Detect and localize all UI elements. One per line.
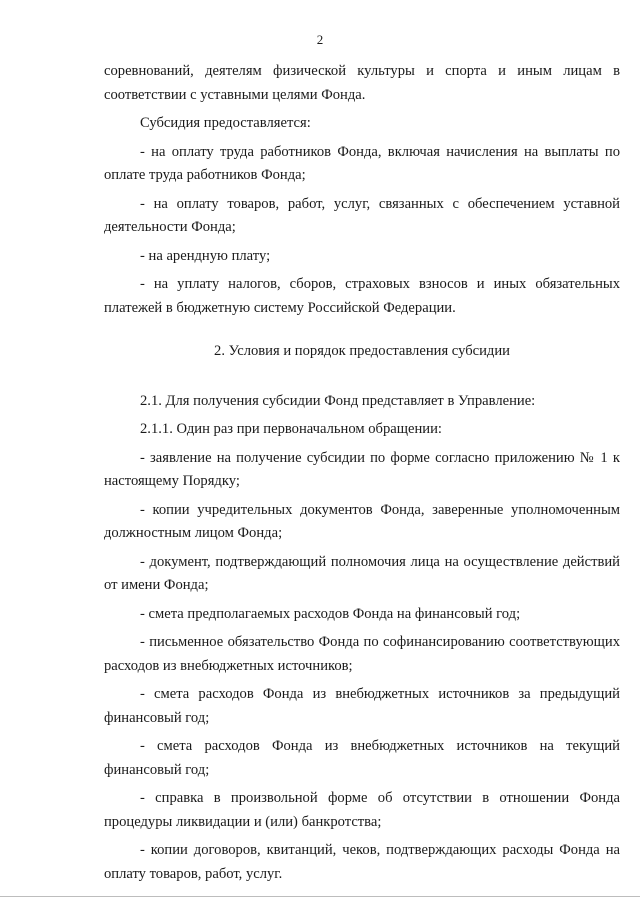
paragraph: 2.1.1. Один раз при первоначальном обращении: (140, 421, 442, 437)
scan-edge-line (0, 896, 640, 897)
paragraph: Субсидия предоставляется: (140, 115, 311, 131)
list-item: - на уплату налогов, сборов, страховых взносов и иных обязательных платежей в бюджетную систему Российской Федерации. (104, 276, 620, 316)
paragraph: 2.1. Для получения субсидии Фонд представляет в Управление: (140, 392, 536, 409)
list-item: - письменное обязательство Фонда по софинансированию соответствующих расходов из внебюджетных источников; (104, 634, 620, 674)
list-item: - на оплату труда работников Фонда, включая начисления на выплаты по оплате труда работников Фонда; (104, 143, 620, 183)
list-item: - смета расходов Фонда из внебюджетных источников на текущий финансовый год; (104, 738, 620, 778)
list-item: - копии договоров, квитанций, чеков, подтверждающих расходы Фонда на оплату товаров, работ, услуг. (104, 842, 620, 882)
list-item: - на арендную плату; (140, 247, 271, 264)
paragraph: соревнований, деятелям физической культуры и спорта и иным лицам в соответствии с уставными целями Фонда. (104, 63, 620, 103)
paragraphs-top (104, 60, 620, 320)
section-heading: 2. Условия и порядок предоставления субсидии (214, 343, 510, 359)
paragraphs-bottom (104, 390, 620, 887)
list-item: - заявление на получение субсидии по форме согласно приложению № 1 к настоящему Порядку; (104, 449, 620, 489)
document-body (104, 60, 620, 891)
list-item: - смета предполагаемых расходов Фонда на финансовый год; (140, 605, 521, 622)
list-item: - на оплату товаров, работ, услуг, связанных с обеспечением уставной деятельности Фонда; (104, 195, 620, 235)
list-item: - смета расходов Фонда из внебюджетных источников за предыдущий финансовый год; (104, 686, 620, 726)
list-item: - справка в произвольной форме об отсутствии в отношении Фонда процедуры ликвидации и (или) банкротства; (104, 790, 620, 830)
list-item: - документ, подтверждающий полномочия лица на осуществление действий от имени Фонда; (104, 553, 620, 593)
list-item: - копии учредительных документов Фонда, заверенные уполномоченным должностным лицом Фонда; (104, 501, 620, 541)
page-number: 2 (316, 32, 324, 47)
